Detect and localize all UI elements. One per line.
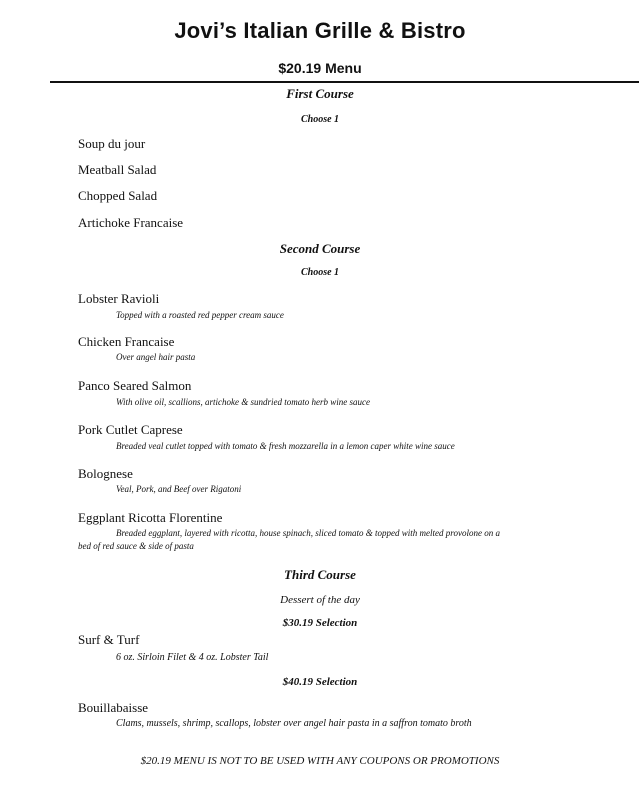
second-course-item-desc: Over angel hair pasta bbox=[116, 352, 196, 362]
selection-40-desc: Clams, mussels, shrimp, scallops, lobster over angel hair pasta in a saffron tomato broth bbox=[116, 718, 472, 729]
second-course-item-desc: bed of red sauce & side of pasta bbox=[78, 541, 194, 551]
third-course-heading: Third Course bbox=[284, 567, 356, 582]
second-course-item-name: Chicken Francaise bbox=[78, 334, 175, 349]
second-course-item-desc: Breaded eggplant, layered with ricotta, house spinach, sliced tomato & topped with melted provolone on a bbox=[116, 528, 500, 538]
second-course-item-name: Eggplant Ricotta Florentine bbox=[78, 510, 223, 525]
title-divider bbox=[50, 81, 639, 83]
second-course-item-desc: Topped with a roasted red pepper cream sauce bbox=[116, 310, 284, 320]
first-course-item: Chopped Salad bbox=[78, 188, 158, 203]
selection-30-label: $30.19 Selection bbox=[282, 617, 358, 629]
first-course-choose: Choose 1 bbox=[300, 114, 340, 125]
second-course-item-desc: Veal, Pork, and Beef over Rigatoni bbox=[116, 484, 242, 494]
selection-30-desc: 6 oz. Sirloin Filet & 4 oz. Lobster Tail bbox=[116, 652, 269, 663]
second-course-item-name: Bolognese bbox=[78, 466, 133, 481]
menu-subtitle: $20.19 Menu bbox=[278, 60, 362, 76]
selection-40-item: Bouillabaisse bbox=[78, 700, 149, 715]
second-course-item-desc: With olive oil, scallions, artichoke & sundried tomato herb wine sauce bbox=[116, 397, 370, 407]
second-course-item-desc: Breaded veal cutlet topped with tomato & fresh mozzarella in a lemon caper white wine sauce bbox=[116, 441, 455, 451]
second-course-item-name: Pork Cutlet Caprese bbox=[78, 422, 183, 437]
second-course-item-name: Panco Seared Salmon bbox=[78, 378, 192, 393]
footer-note: $20.19 MENU IS NOT TO BE USED WITH ANY COUPONS OR PROMOTIONS bbox=[140, 755, 500, 767]
first-course-item: Meatball Salad bbox=[78, 162, 157, 177]
first-course-heading: First Course bbox=[286, 86, 354, 101]
third-course-dessert: Dessert of the day bbox=[280, 594, 360, 606]
second-course-choose: Choose 1 bbox=[300, 267, 340, 278]
menu-title: Jovi’s Italian Grille & Bistro bbox=[174, 18, 466, 43]
selection-30-item: Surf & Turf bbox=[78, 632, 140, 647]
selection-40-label: $40.19 Selection bbox=[282, 676, 358, 688]
second-course-heading: Second Course bbox=[279, 241, 361, 256]
second-course-item-name: Lobster Ravioli bbox=[78, 291, 160, 306]
first-course-item: Soup du jour bbox=[78, 136, 146, 151]
first-course-item: Artichoke Francaise bbox=[78, 215, 184, 230]
